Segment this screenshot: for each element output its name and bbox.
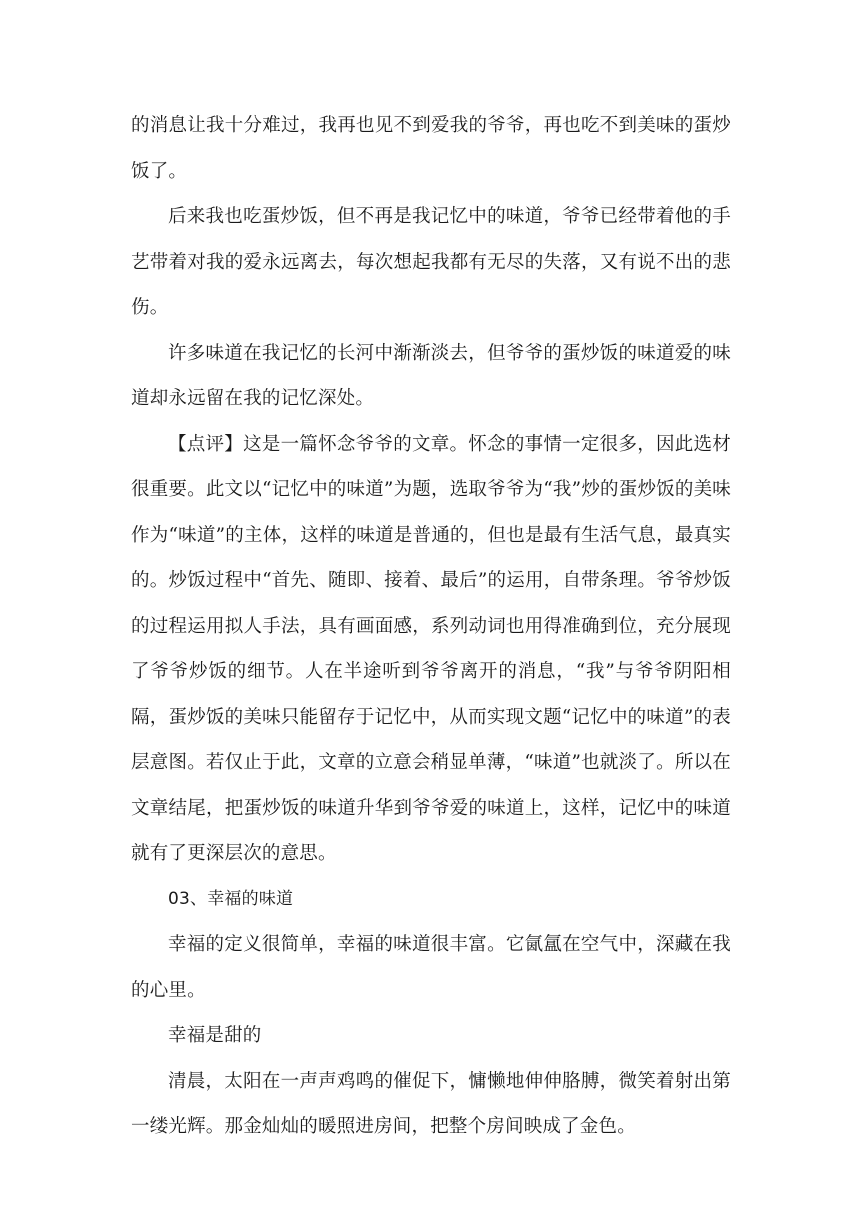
subheading: 幸福是甜的 [168, 1025, 262, 1046]
paragraph: 幸福的定义很简单，幸福的味道很丰富。它氤氲在空气中，深藏在我的心里。 [131, 934, 731, 1001]
document-body [131, 103, 731, 1150]
paragraph: 后来我也吃蛋炒饭，但不再是我记忆中的味道，爷爷已经带着他的手艺带着对我的爱永远离去，每次想起我都有无尽的失落，又有说不出的悲伤。 [131, 206, 731, 318]
paragraph: 清晨，太阳在一声声鸡鸣的催促下，慵懒地伸伸胳膊，微笑着射出第一缕光辉。那金灿灿的暖照进房间，把整个房间映成了金色。 [131, 1070, 731, 1137]
paragraph: 的消息让我十分难过，我再也见不到爱我的爷爷，再也吃不到美味的蛋炒饭了。 [131, 115, 731, 182]
commentary-paragraph: 【点评】这是一篇怀念爷爷的文章。怀念的事情一定很多，因此选材很重要。此文以“记忆中的味道”为题，选取爷爷为“我”炒的蛋炒饭的美味作为“味道”的主体，这样的味道是普通的，但也是最有生活气息，最真实的。炒饭过程中“首先、随即、接着、最后”的运用，自带条理。爷爷炒饭的过程运用拟人手法，具有画面感，系列动词也用得准确到位，充分展现了爷爷炒饭的细节。人在半途听到爷爷离开的消息，“我”与爷爷阴阳相隔，蛋炒饭的美味只能留存于记忆中，从而实现文题“记忆中的味道”的表层意图。若仅止于此，文章的立意会稍显单薄，“味道”也就淡了。所以在文章结尾，把蛋炒饭的味道升华到爷爷爱的味道上，这样，记忆中的味道就有了更深层次的意思。 [131, 433, 731, 864]
section-heading: 03、幸福的味道 [168, 888, 294, 909]
paragraph: 许多味道在我记忆的长河中渐渐淡去，但爷爷的蛋炒饭的味道爱的味道却永远留在我的记忆深处。 [131, 342, 731, 409]
